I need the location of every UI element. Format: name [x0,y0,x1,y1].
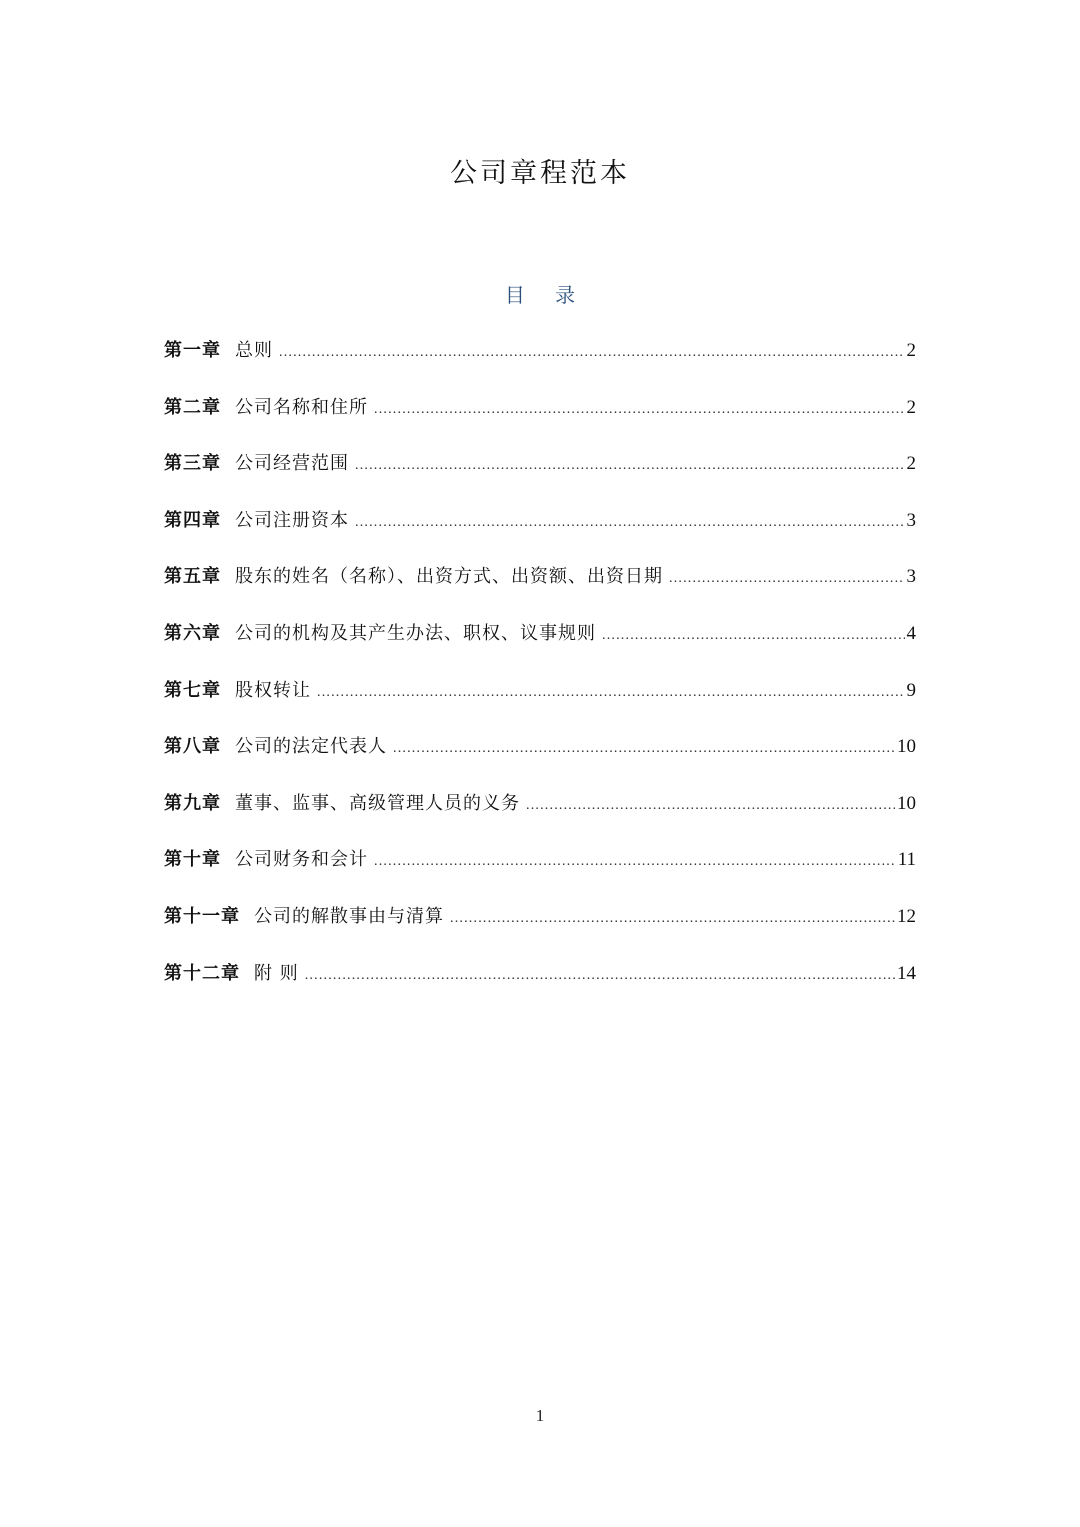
toc-chapter-title: 公司注册资本 [235,509,349,531]
toc-chapter-title: 附 则 [254,962,299,984]
toc-chapter-number: 第三章 [164,453,221,475]
toc-entry[interactable] [164,676,916,733]
toc-dot-leader [279,338,905,368]
toc-heading: 目 录 [504,283,588,307]
toc-chapter-title: 股东的姓名（名称）、出资方式、出资额、出资日期 [235,566,663,588]
toc-page-number: 10 [897,792,916,814]
toc-chapter-number: 第十一章 [164,905,240,927]
toc-page-number: 12 [897,905,916,927]
toc-page-number: 14 [897,962,916,984]
toc-chapter-number: 第九章 [164,792,221,814]
toc-chapter-title: 公司财务和会计 [235,849,368,871]
toc-chapter-title: 总则 [235,340,273,361]
toc-dot-leader [374,847,896,877]
toc-chapter-title: 公司名称和住所 [235,396,368,418]
toc-entry[interactable] [164,506,916,563]
toc-entry[interactable] [164,393,916,450]
toc-chapter-number: 第七章 [164,679,221,701]
toc-page-number: 4 [906,622,916,644]
toc-chapter-number: 第一章 [164,340,221,361]
toc-dot-leader [305,961,895,991]
page-footer-number: 1 [535,1406,545,1425]
toc-entry[interactable] [164,619,916,676]
toc-page-number: 3 [906,509,916,531]
toc-page-number: 3 [906,566,916,588]
toc-page-number: 2 [906,340,916,361]
toc-chapter-number: 第十二章 [164,962,240,984]
toc-chapter-title: 公司的法定代表人 [235,736,387,758]
toc-dot-leader [374,395,905,425]
toc-dot-leader [317,678,905,708]
toc-page-number: 9 [906,679,916,701]
toc-page-number: 2 [906,453,916,475]
toc-chapter-number: 第十章 [164,849,221,871]
toc-chapter-number: 第二章 [164,396,221,418]
toc-page-number: 2 [906,396,916,418]
toc-entry[interactable] [164,789,916,846]
toc-dot-leader [450,904,895,934]
toc-entry[interactable] [164,336,916,393]
toc-entry[interactable] [164,845,916,902]
toc-entry[interactable] [164,959,916,1016]
toc-dot-leader [355,508,905,538]
toc-entry[interactable] [164,732,916,789]
toc-dot-leader [393,734,895,764]
toc-chapter-title: 股权转让 [235,679,311,701]
toc-dot-leader [669,564,905,594]
toc-dot-leader [526,791,895,821]
toc-chapter-number: 第八章 [164,736,221,758]
toc-dot-leader [355,451,905,481]
toc-dot-leader [602,621,905,651]
toc-entry[interactable] [164,902,916,959]
toc-chapter-title: 公司的解散事由与清算 [254,905,444,927]
document-title: 公司章程范本 [450,158,630,189]
toc-chapter-title: 公司的机构及其产生办法、职权、议事规则 [235,622,596,644]
toc-chapter-title: 公司经营范围 [235,453,349,475]
toc-chapter-number: 第六章 [164,622,221,644]
toc-chapter-title: 董事、监事、高级管理人员的义务 [235,792,520,814]
table-of-contents [164,336,916,1015]
toc-chapter-number: 第五章 [164,566,221,588]
toc-entry[interactable] [164,562,916,619]
toc-entry[interactable] [164,449,916,506]
toc-chapter-number: 第四章 [164,509,221,531]
toc-page-number: 10 [897,736,916,758]
toc-page-number: 11 [897,849,916,871]
